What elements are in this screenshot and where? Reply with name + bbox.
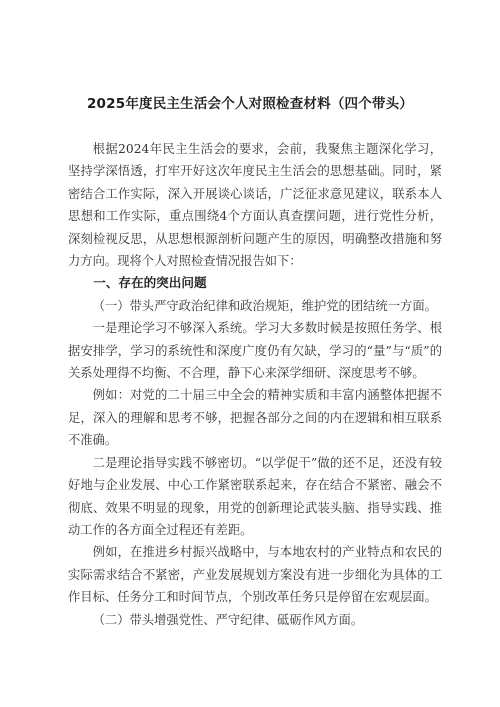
body-paragraph: 二是理论指导实践不够密切。“以学促干”做的还不足，还没有较好地与企业发展、中心工作紧密联系起来，存在结合不紧密、融会不彻底、效果不明显的现象，用党的创新理论武装头脑、指导实践、推动工作的各方面全过程还有差距。: [68, 455, 442, 537]
body-paragraph: 一是理论学习不够深入系统。学习大多数时候是按照任务学、根据安排学，学习的系统性和深度广度仍有欠缺，学习的“量”与“质”的关系处理得不均衡、不合理，静下心来深学细研、深度思考不够。: [68, 321, 442, 381]
subsection-heading: （二）带头增强党性、严守纪律、砥砺作风方面。: [92, 612, 364, 627]
body-paragraph: 例如，在推进乡村振兴战略中，与本地农村的产业特点和农民的实际需求结合不紧密，产业发展规划方案没有进一步细化为具体的工作目标、任务分工和时间节点，个别改革任务只是停留在宏观层面。: [68, 545, 442, 605]
body-paragraph: 例如：对党的二十届三中全会的精神实质和丰富内涵整体把握不足，深入的理解和思考不够，把握各部分之间的内在逻辑和相互联系不准确。: [68, 388, 442, 448]
subsection-heading: （一）带头严守政治纪律和政治规矩，维护党的团结统一方面。: [92, 298, 437, 313]
document-body: [68, 138, 442, 631]
intro-paragraph: 根据2024年民主生活会的要求，会前，我聚焦主题深化学习，坚持学深悟透，打牢开好这次年度民主生活会的思想基础。同时，紧密结合工作实际，深入开展谈心谈话，广泛征求意见建议，联系本人思想和工作实际，重点围绕4个方面认真查摆问题，进行党性分析，深刻检视反思，从思想根源剖析问题产生的原因，明确整改措施和努力方向。现将个人对照检查情况报告如下：: [68, 142, 442, 269]
section-heading: 一、存在的突出问题: [93, 275, 207, 291]
document-title: 2025年度民主生活会个人对照检查材料（四个带头）: [86, 96, 414, 112]
